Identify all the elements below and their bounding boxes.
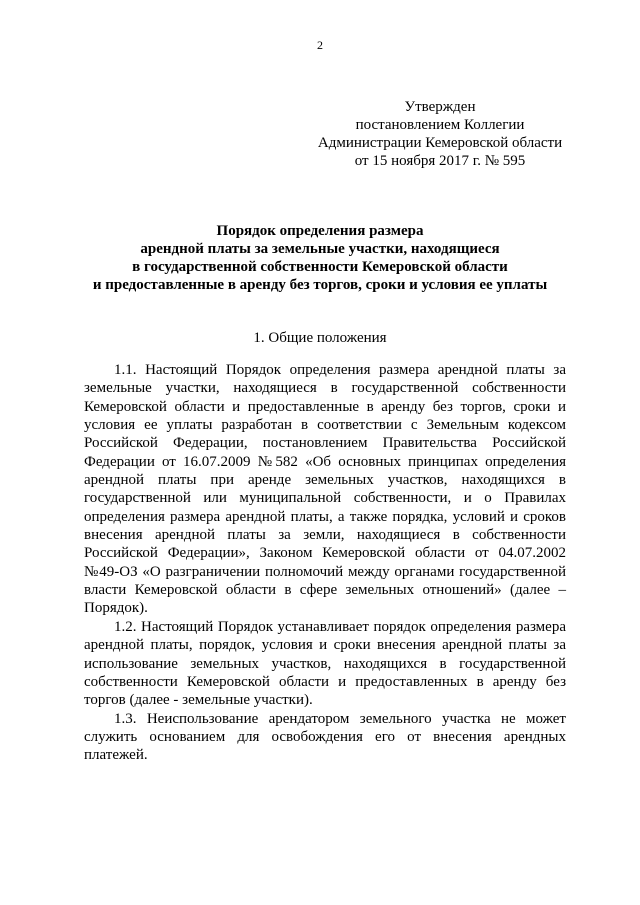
approval-line: Администрации Кемеровской области bbox=[317, 135, 563, 151]
title-line: Порядок определения размера bbox=[216, 223, 424, 239]
paragraph: 1.1. Настоящий Порядок определения размера арендной платы за земельные участки, находящиеся в государственной собственности Кемеровской области и предоставленные в аренду без торгов, сроки и условия ее уплаты разработан в соответствии с Земельным кодексом Российской Федерации, постановлением Правительства Российской Федерации от 16.07.2009 №582 «Об основных принципах определения арендной платы при аренде земельных участков, находящихся в государственной или муниципальной собственности, и о Правилах определения размера арендной платы, а также порядка, условий и сроков внесения арендной платы за земли, находящиеся в собственности Российской Федерации», Законом Кемеровской области от 04.07.2002 №49-ОЗ «О разграничении полномочий между органами государственной власти Кемеровской области в сфере земельных отношений» (далее – Порядок). bbox=[84, 362, 566, 617]
approval-line: от 15 ноября 2017 г. № 595 bbox=[354, 153, 526, 169]
approval-block bbox=[300, 98, 580, 170]
page-number: 2 bbox=[317, 38, 323, 52]
approval-line: Утвержден bbox=[404, 99, 476, 115]
title-line: и предоставленные в аренду без торгов, сроки и условия ее уплаты bbox=[92, 277, 548, 293]
approval-line: постановлением Коллегии bbox=[355, 117, 525, 133]
paragraph: 1.2. Настоящий Порядок устанавливает порядок определения размера арендной платы, порядок, условия и сроки внесения арендной платы за использование земельных участков, находящихся в государственной собственности Кемеровской области и предоставленных в аренду без торгов (далее - земельные участки). bbox=[84, 618, 566, 709]
section-heading: 1. Общие положения bbox=[253, 330, 387, 346]
document-title bbox=[40, 222, 600, 294]
paragraph: 1.3. Неиспользование арендатором земельного участка не может служить основанием для освобождения его от внесения арендных платежей. bbox=[84, 710, 566, 764]
title-line: арендной платы за земельные участки, находящиеся bbox=[140, 241, 500, 257]
body-text bbox=[84, 361, 566, 765]
title-line: в государственной собственности Кемеровской области bbox=[132, 259, 508, 275]
